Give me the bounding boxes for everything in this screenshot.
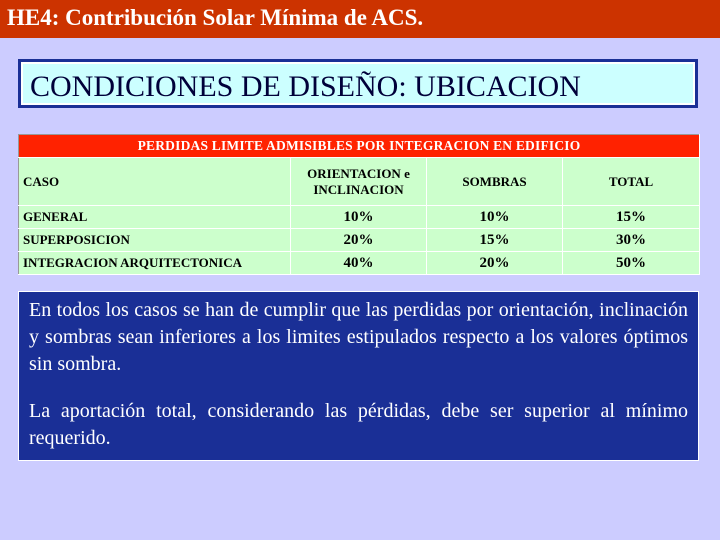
table-caption: PERDIDAS LIMITE ADMISIBLES POR INTEGRACION EN EDIFICIO [19,135,700,158]
cell-orientacion: 20% [291,229,427,252]
section-heading-box [18,59,698,108]
row-label: GENERAL [19,206,291,229]
column-header-total: TOTAL [563,158,700,206]
notes-paragraph-2: La aportación total, considerando las pérdidas, debe ser superior al mínimo requerido. [29,400,688,449]
cell-total: 50% [563,252,700,275]
table-row [19,252,700,275]
notes-paragraph-1: En todos los casos se han de cumplir que las perdidas por orientación, inclinación y sombras sean inferiores a los limites estipulados respecto a los valores óptimos sin sombra. [29,299,688,375]
column-header-caso: CASO [19,158,291,206]
table-row [19,229,700,252]
column-header-orientacion: ORIENTACION e INCLINACION [291,158,427,206]
table-row [19,206,700,229]
notes-box [18,291,699,461]
cell-sombras: 10% [427,206,563,229]
cell-orientacion: 10% [291,206,427,229]
section-heading: CONDICIONES DE DISEÑO: UBICACION [30,70,581,103]
losses-table [18,134,700,275]
slide-title: HE4: Contribución Solar Mínima de ACS. [7,5,424,30]
cell-orientacion: 40% [291,252,427,275]
cell-total: 15% [563,206,700,229]
row-label: INTEGRACION ARQUITECTONICA [19,252,291,275]
row-label: SUPERPOSICION [19,229,291,252]
cell-sombras: 15% [427,229,563,252]
title-bar [0,0,720,38]
column-header-sombras: SOMBRAS [427,158,563,206]
cell-total: 30% [563,229,700,252]
cell-sombras: 20% [427,252,563,275]
